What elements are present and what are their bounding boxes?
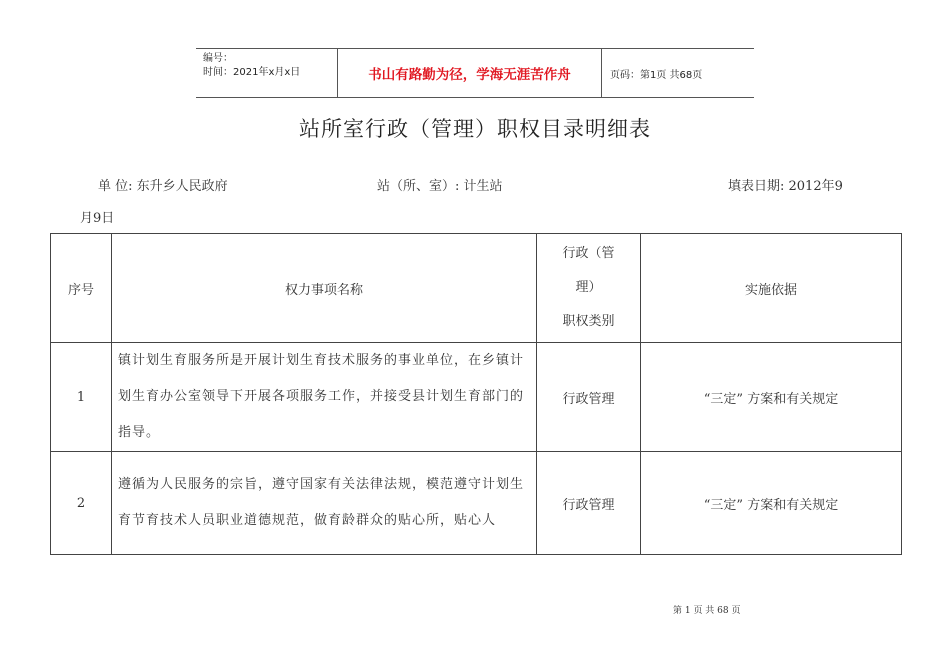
header-page-code: 页码：第1页 共68页 (610, 69, 703, 81)
header-category-line: 行政（管 (562, 246, 615, 261)
header-meta-cell (196, 49, 338, 97)
row-category: 行政管理 (537, 452, 641, 555)
row-basis: “三定” 方案和有关规定 (641, 343, 902, 452)
row-seq: 2 (51, 452, 112, 555)
table-row (51, 452, 902, 555)
document-header-band (196, 48, 754, 98)
header-name: 权力事项名称 (112, 234, 537, 343)
page-footer: 第 1 页 共 68 页 (673, 606, 741, 616)
row-seq: 1 (51, 343, 112, 452)
meta-date-continued: 月9日 (80, 211, 115, 226)
meta-date: 填表日期: 2012年9 (728, 179, 843, 194)
header-category (537, 234, 641, 343)
table-row (51, 343, 902, 452)
row-name: 镇计划生育服务所是开展计划生育技术服务的事业单位，在乡镇计划生育办公室领导下开展各项服务工作，并接受县计划生育部门的指导。 (112, 343, 537, 452)
row-basis: “三定” 方案和有关规定 (641, 452, 902, 555)
meta-unit: 单 位: 东升乡人民政府 (98, 179, 228, 194)
row-name: 遵循为人民服务的宗旨，遵守国家有关法律法规，模范遵守计划生育节育技术人员职业道德规范，做育龄群众的贴心所，贴心人 (112, 452, 537, 555)
table-header-row (51, 234, 902, 343)
page-title: 站所室行政（管理）职权目录明细表 (299, 117, 651, 141)
header-category-line: 理） (575, 280, 602, 295)
header-category-line: 职权类别 (562, 314, 615, 329)
header-motto: 书山有路勤为径，学海无涯苦作舟 (338, 49, 602, 97)
header-basis: 实施依据 (641, 234, 902, 343)
header-number-label: 编号： (203, 53, 233, 64)
authority-table (50, 233, 902, 555)
meta-station: 站（所、室）: 计生站 (377, 179, 503, 194)
header-time: 时间：2021年x月x日 (203, 67, 301, 78)
row-category: 行政管理 (537, 343, 641, 452)
header-seq: 序号 (51, 234, 112, 343)
